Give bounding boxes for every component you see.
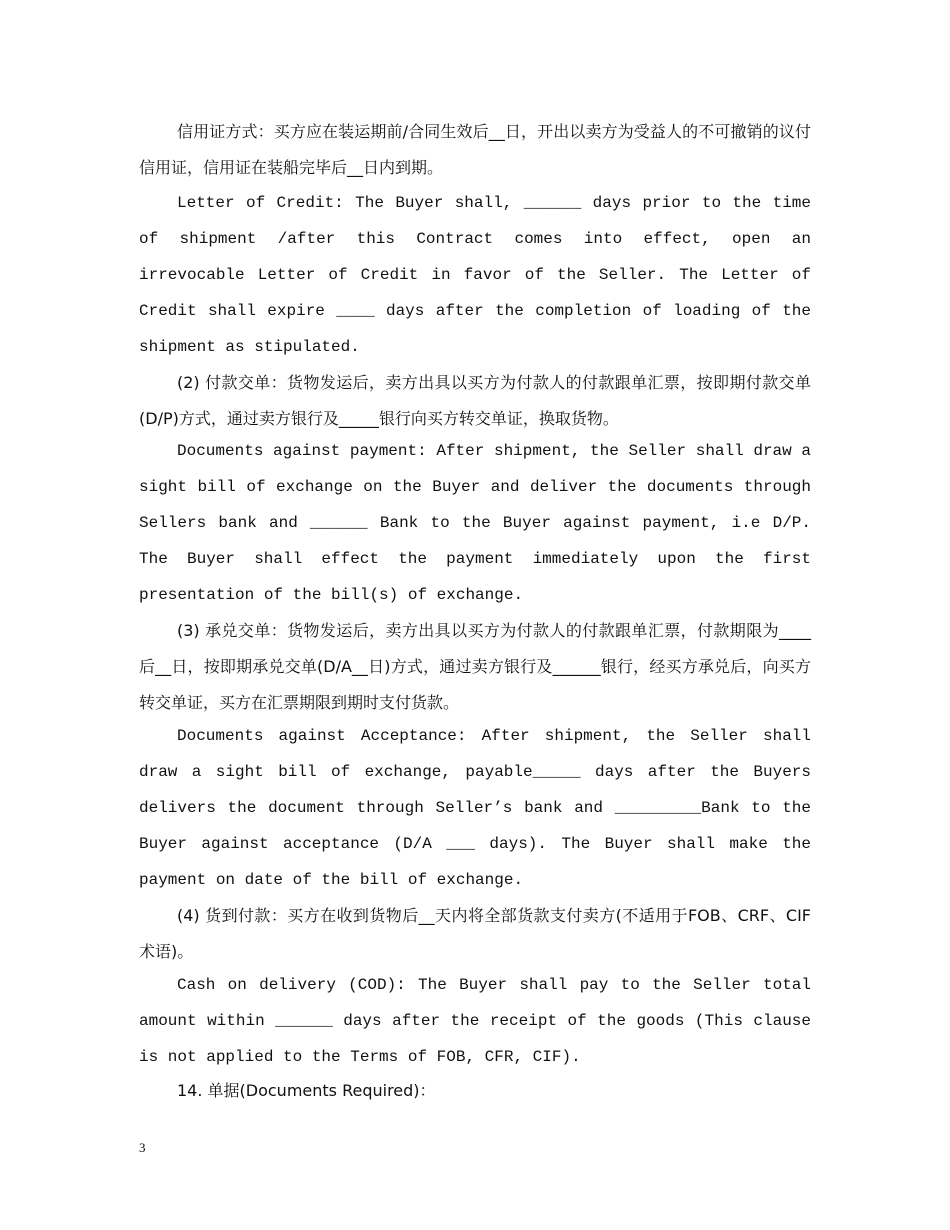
cod-cn-paragraph: (4) 货到付款：买方在收到货物后__天内将全部货款支付卖方(不适用于FOB、CRF、CIF术语)。: [139, 906, 811, 961]
da-cn-paragraph: (3) 承兑交单：货物发运后，卖方出具以买方为付款人的付款跟单汇票，付款期限为____后__日，按即期承兑交单(D/A__日)方式，通过卖方银行及______银行，经买方承兑后，向买方转交单证，买方在汇票期限到期时支付货款。: [139, 621, 811, 712]
docs-required-heading: 14. 单据(Documents Required)：: [177, 1081, 436, 1100]
dp-en-paragraph: Documents against payment: After shipment, the Seller shall draw a sight bill of exchange on the Buyer and deliver the documents through Sellers bank and ______ Bank to the Buyer against payment, i.e D/P. The Buyer shall effect the payment immediately upon the first presentation of the bill(s) of exchange.: [139, 442, 811, 604]
lc-cn-paragraph: 信用证方式：买方应在装运期前/合同生效后__日，开出以卖方为受益人的不可撤销的议付信用证，信用证在装船完毕后__日内到期。: [139, 122, 811, 177]
lc-en-paragraph: Letter of Credit: The Buyer shall, ______ days prior to the time of shipment /after this Contract comes into effect, open an irrevocable Letter of Credit in favor of the Seller. The Letter of Credit shall expire ____ days after the completion of loading of the shipment as stipulated.: [139, 194, 811, 356]
da-en-paragraph: Documents against Acceptance: After shipment, the Seller shall draw a sight bill of exchange, payable_____ days after the Buyers delivers the document through Seller’s bank and _________Bank to the Buyer against acceptance (D/A ___ days). The Buyer shall make the payment on date of the bill of exchange.: [139, 727, 811, 889]
cod-en-paragraph: Cash on delivery (COD): The Buyer shall pay to the Seller total amount within ______ days after the receipt of the goods (This clause is not applied to the Terms of FOB, CFR, CIF).: [139, 976, 811, 1066]
dp-cn-paragraph: (2) 付款交单：货物发运后，卖方出具以买方为付款人的付款跟单汇票，按即期付款交单(D/P)方式，通过卖方银行及_____银行向买方转交单证，换取货物。: [139, 373, 811, 428]
page-number: 3: [139, 1140, 146, 1155]
